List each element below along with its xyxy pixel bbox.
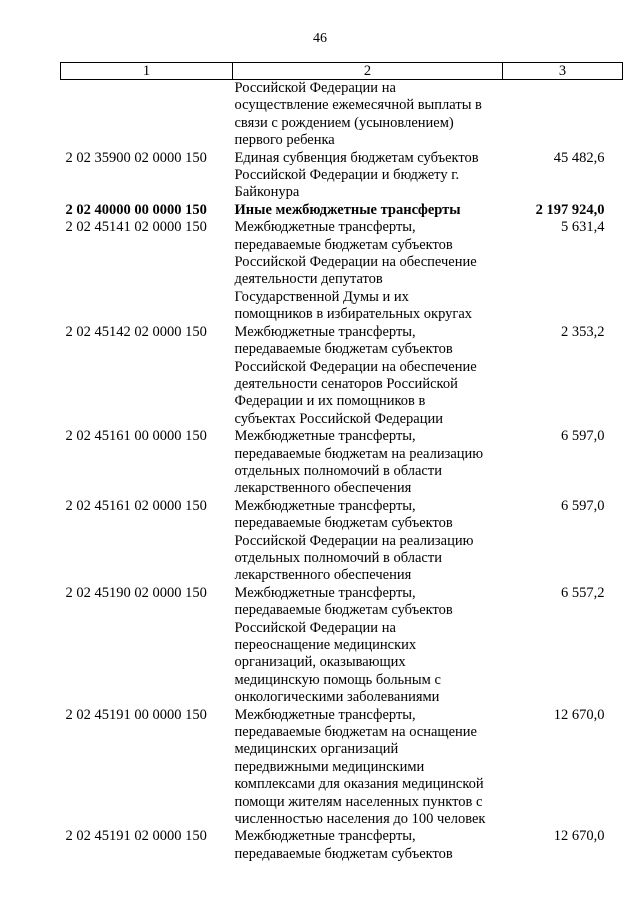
page-number: 46 (313, 31, 327, 46)
budget-code: 2 02 45141 02 0000 150 (65, 219, 207, 236)
table-header (61, 63, 623, 80)
table-row (61, 202, 623, 219)
budget-code: 2 02 35900 02 0000 150 (65, 149, 207, 166)
row-description: Межбюджетные трансферты, передаваемые бюджетам субъектов Российской Федерации на обеспечение деятельности сенаторов Российской Федерации и их помощников в субъектах Российской Федерации (234, 323, 477, 427)
row-description: Межбюджетные трансферты, передаваемые бюджетам субъектов Российской Федерации на реализацию отдельных полномочий в области лекарственного обеспечения (234, 497, 474, 584)
column-header-3: 3 (503, 63, 623, 80)
table-row (61, 80, 623, 150)
row-amount: 2 197 924,0 (535, 201, 605, 218)
budget-code: 2 02 45142 02 0000 150 (65, 323, 207, 340)
row-description: Межбюджетные трансферты, передаваемые бюджетам субъектов Российской Федерации на обеспечение деятельности депутатов Государственной Думы и их помощников в избирательных округах (234, 219, 477, 323)
row-amount: 2 353,2 (561, 323, 605, 340)
row-amount: 12 670,0 (553, 828, 605, 845)
table-row (61, 150, 623, 202)
header-row (61, 63, 623, 80)
table-row (61, 428, 623, 498)
row-amount: 6 557,2 (561, 584, 605, 601)
budget-code: 2 02 45161 02 0000 150 (65, 497, 207, 514)
column-header-2: 2 (233, 63, 503, 80)
row-amount (503, 80, 623, 150)
row-amount: 12 670,0 (553, 706, 605, 723)
row-description: Межбюджетные трансферты, передаваемые бюджетам на реализацию отдельных полномочий в области лекарственного обеспечения (234, 428, 484, 497)
budget-code: 2 02 45161 00 0000 150 (65, 428, 207, 445)
table-row (61, 828, 623, 863)
table-row (61, 707, 623, 829)
row-amount: 45 482,6 (553, 149, 605, 166)
table-row (61, 219, 623, 323)
budget-code: 2 02 45190 02 0000 150 (65, 584, 207, 601)
budget-code: 2 02 45191 00 0000 150 (65, 706, 207, 723)
row-description: Российской Федерации на осуществление ежемесячной выплаты в связи с рождением (усыновлением) первого ребенка (234, 80, 482, 149)
table-row (61, 498, 623, 585)
row-description: Иные межбюджетные трансферты (234, 201, 461, 218)
row-description: Межбюджетные трансферты, передаваемые бюджетам субъектов (234, 828, 453, 862)
budget-code: 2 02 40000 00 0000 150 (65, 201, 207, 218)
row-description: Межбюджетные трансферты, передаваемые бюджетам на оснащение медицинских организаций передвижными медицинскими комплексами для оказания медицинской помощи жителям населенных пунктов с численностью населения до 100 человек (234, 706, 486, 828)
row-amount: 6 597,0 (561, 428, 605, 445)
table-body (61, 80, 623, 864)
row-description: Межбюджетные трансферты, передаваемые бюджетам субъектов Российской Федерации на переоснащение медицинских организаций, оказывающих медицинскую помощь больным с онкологическими заболеваниями (234, 584, 453, 706)
table-row (61, 324, 623, 428)
column-header-1: 1 (61, 63, 233, 80)
budget-table (60, 62, 623, 863)
table-row (61, 585, 623, 707)
row-description: Единая субвенция бюджетам субъектов Российской Федерации и бюджету г. Байконура (234, 149, 479, 201)
row-amount: 6 597,0 (561, 497, 605, 514)
budget-code: 2 02 45191 02 0000 150 (65, 828, 207, 845)
row-amount: 5 631,4 (561, 219, 605, 236)
budget-code (61, 80, 233, 150)
